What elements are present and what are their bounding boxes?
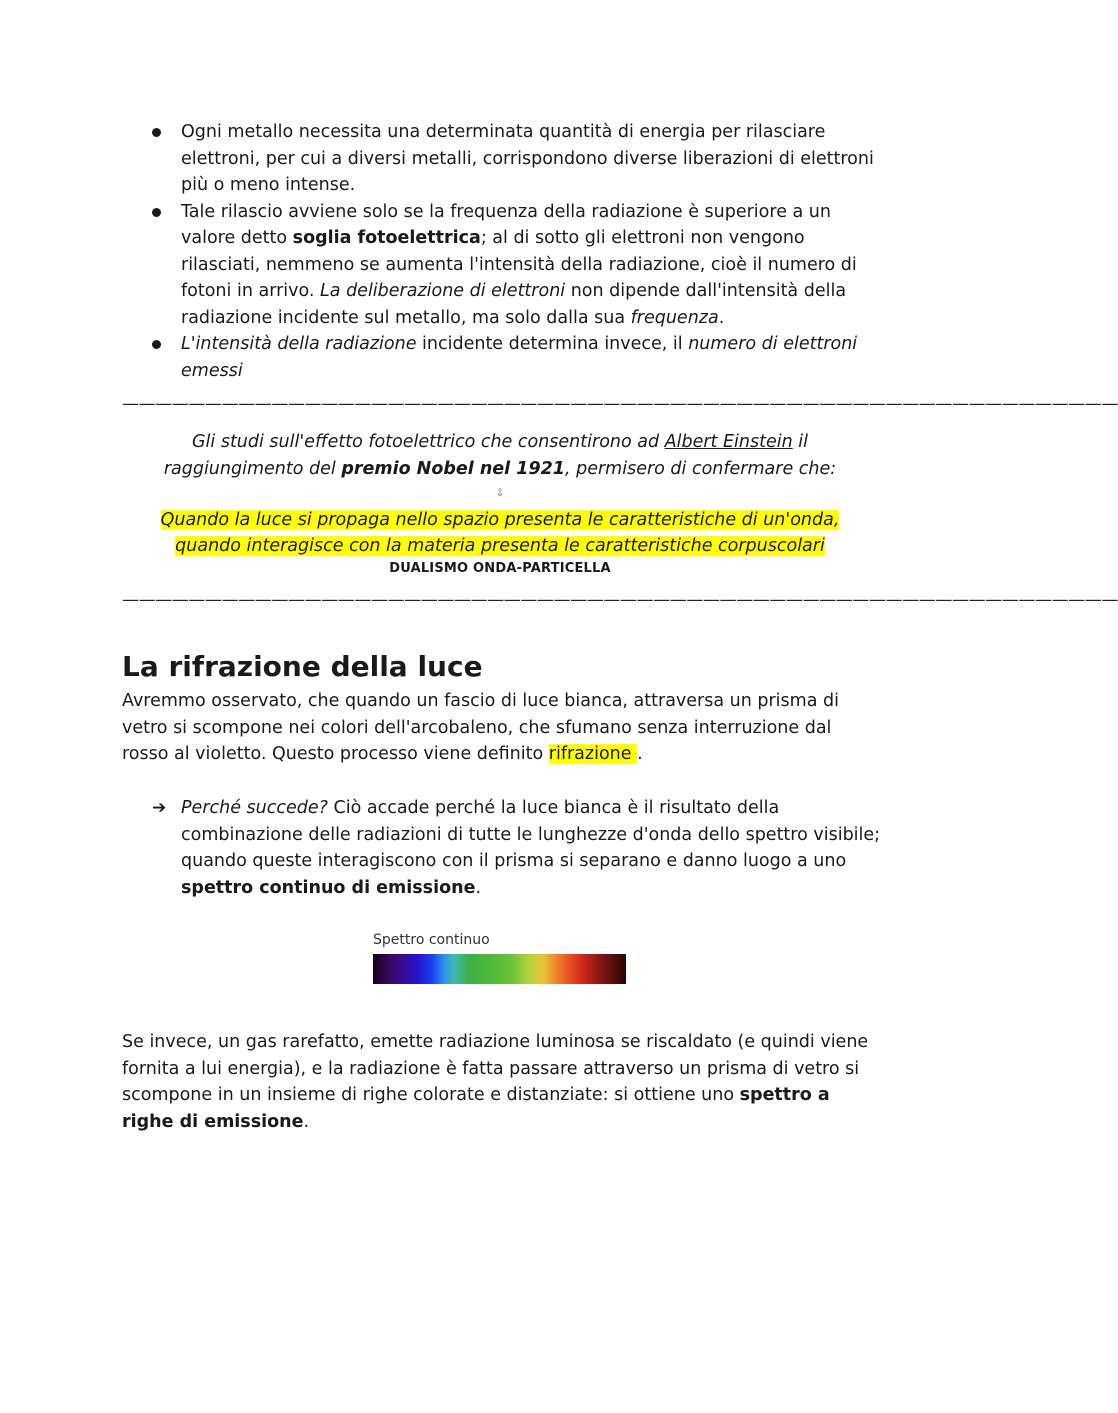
bullet-text: non dipende dall'intensità della radiazione incidente sul metallo, ma solo dalla sua	[181, 281, 847, 328]
list-item	[122, 119, 882, 199]
explanation-list	[122, 795, 882, 901]
paragraph-text: .	[637, 744, 643, 764]
separator-line: ————————————————————————————————————————————————————————————	[122, 394, 1118, 414]
einstein-link[interactable]: Albert Einstein	[664, 432, 793, 452]
bullet-text: ; al di sotto gli elettroni non vengono rilasciati, nemmeno se aumenta l'intensità della radiazione, cioè il numero di fotoni in arrivo.	[181, 228, 857, 301]
list-text: .	[475, 877, 482, 898]
spectrum-label: Spettro continuo	[373, 932, 490, 948]
highlight-line-1: Quando la luce si propaga nello spazio presenta le caratteristiche di un'onda,	[160, 510, 840, 530]
highlighted-term: rifrazione	[548, 744, 638, 764]
paragraph-text: .	[303, 1111, 310, 1132]
list-text: Ciò accade perché la luce bianca è il risultato della combinazione delle radiazioni di tutte le lunghezze d'onda dello spettro visibile; quando queste interagiscono con il prisma si separano e danno luogo a uno	[181, 798, 881, 871]
quote-text: Gli studi sull'effetto fotoelettrico che consentirono ad	[191, 432, 665, 452]
separator-line: ————————————————————————————————————————————————————————————	[122, 590, 1118, 610]
quote-text: il raggiungimento del	[163, 432, 808, 479]
spectrum-gradient-bar	[373, 954, 626, 984]
bold-term: soglia fotoelettrica	[292, 228, 481, 248]
quote-text: , permisero di confermare che:	[564, 458, 837, 479]
bullet-icon	[152, 340, 161, 349]
paragraph-text: Avremmo osservato, che quando un fascio di luce bianca, attraversa un prisma di vetro si scompone nei colori dell'arcobaleno, che sfumano senza interruzione dal rosso al violetto. Questo processo viene definito	[122, 691, 839, 764]
italic-question: Perché succede?	[181, 798, 328, 818]
italic-term: La deliberazione di elettroni	[320, 281, 566, 301]
highlight-line-2: quando interagisce con la materia presenta le caratteristiche corpuscolari	[175, 536, 825, 556]
bullet-icon	[152, 128, 161, 137]
photoelectric-bullet-list	[122, 119, 882, 384]
list-item	[122, 795, 882, 901]
list-item	[122, 331, 882, 384]
bullet-text: Ogni metallo necessita una determinata quantità di energia per rilasciare elettroni, per cui a diversi metalli, corrispondono diverse liberazioni di elettroni più o meno intense.	[181, 122, 874, 195]
refraction-intro-paragraph	[122, 688, 882, 768]
down-arrow-icon: ⇩	[495, 488, 505, 499]
section-title: La rifrazione della luce	[122, 650, 483, 683]
highlighted-statement	[122, 507, 878, 559]
italic-term: L'intensità della radiazione	[181, 334, 417, 354]
bullet-icon	[152, 208, 161, 217]
line-spectrum-paragraph	[122, 1029, 882, 1135]
italic-term: frequenza	[630, 307, 719, 328]
einstein-quote	[122, 429, 878, 482]
nobel-bold: premio Nobel nel 1921	[341, 458, 565, 479]
continuous-spectrum-figure	[372, 930, 628, 986]
dualism-caption: DUALISMO ONDA-PARTICELLA	[389, 561, 611, 576]
bullet-text: .	[718, 307, 725, 328]
arrow-right-icon: ➔	[152, 798, 167, 818]
italic-term: numero di elettroni emessi	[181, 334, 858, 381]
bold-term: spettro continuo di emissione	[181, 877, 476, 898]
bold-term: spettro a righe di emissione	[122, 1085, 830, 1132]
paragraph-text: Se invece, un gas rarefatto, emette radiazione luminosa se riscaldato (e quindi viene fornita a lui energia), e la radiazione è fatta passare attraverso un prisma di vetro si scompone in un insieme di righe colorate e distanziate: si ottiene uno	[122, 1032, 869, 1105]
bullet-text: Tale rilascio avviene solo se la frequenza della radiazione è superiore a un valore detto	[181, 201, 831, 248]
list-item	[122, 199, 882, 332]
bullet-text: incidente determina invece, il	[416, 334, 689, 354]
